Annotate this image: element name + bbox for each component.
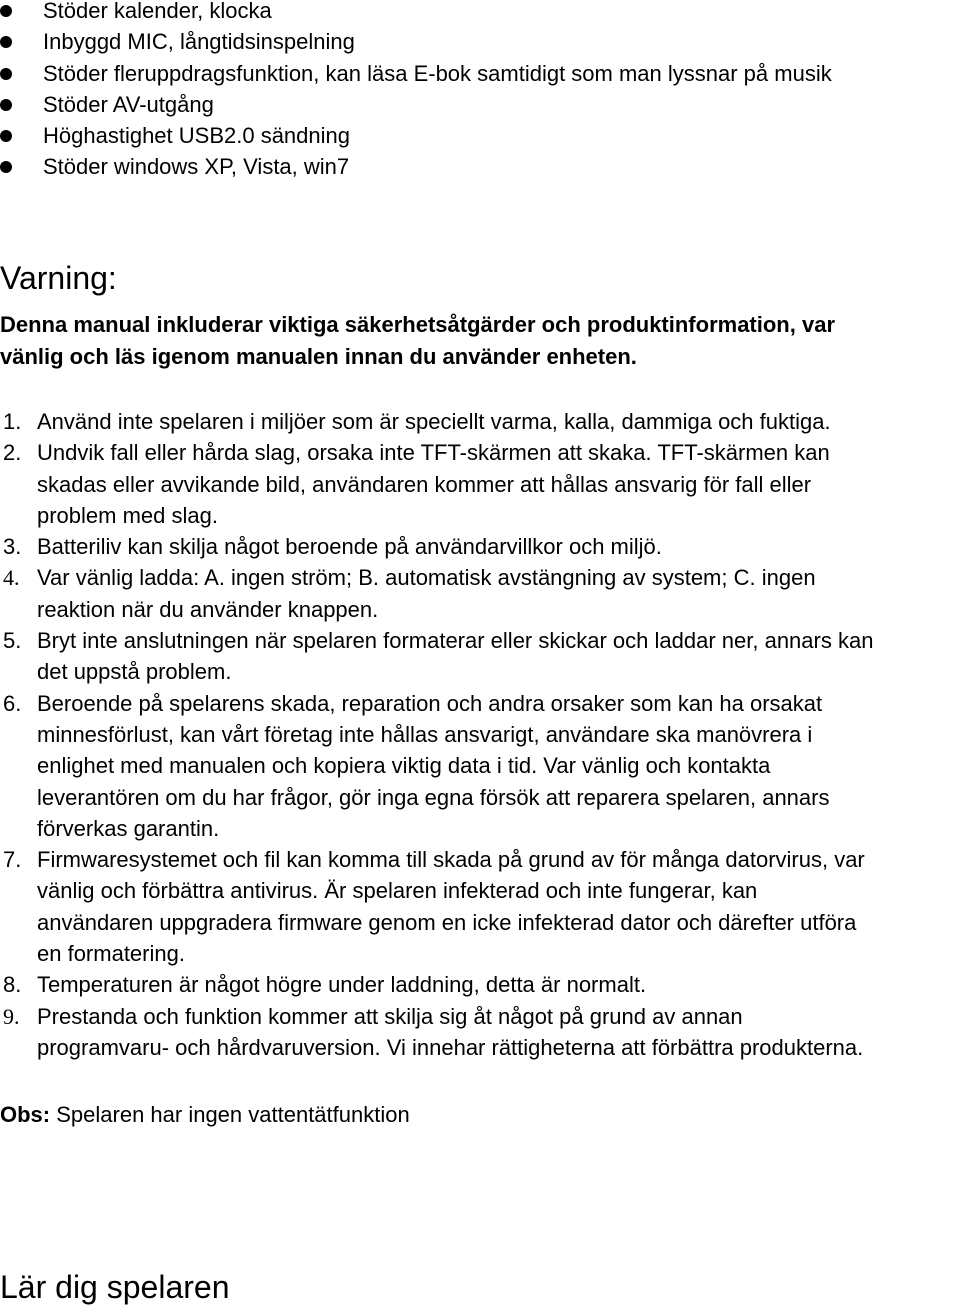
warning-line: enlighet med manualen och kopiera viktig data i tid. Var vänlig och kontakta <box>37 753 771 779</box>
warning-line: användaren uppgradera firmware genom en icke infekterad dator och därefter utföra <box>37 909 857 935</box>
feature-text: Stöder fleruppdragsfunktion, kan läsa E-bok samtidigt som man lyssnar på musik <box>43 60 832 86</box>
feature-item <box>0 31 960 62</box>
feature-item <box>0 0 960 31</box>
feature-list <box>0 0 960 188</box>
bullet-icon <box>0 68 12 80</box>
warning-line: minnesförlust, kan vårt företag inte hållas ansvarigt, användare ska manövrera i <box>37 721 813 747</box>
bullet-icon <box>0 99 12 111</box>
warning-line: problem med slag. <box>37 502 218 528</box>
warning-line: leverantören om du har frågor, gör inga egna försök att reparera spelaren, annars <box>37 784 830 810</box>
intro-line: vänlig och läs igenom manualen innan du använder enheten. <box>0 343 637 369</box>
warning-list <box>0 406 960 1063</box>
warning-line: vänlig och förbättra antivirus. Är spelaren infekterad och inte fungerar, kan <box>37 878 758 904</box>
warning-item <box>0 1001 960 1064</box>
warning-item <box>0 844 960 969</box>
note <box>0 1099 410 1130</box>
section-heading: Lär dig spelaren <box>0 1269 230 1305</box>
warning-line: reaktion när du använder knappen. <box>37 596 379 622</box>
warning-line: Bryt inte anslutningen när spelaren formaterar eller skickar och laddar ner, annars kan <box>37 628 874 654</box>
item-number: 4. <box>3 565 20 591</box>
warning-item <box>0 406 960 437</box>
item-number: 1. <box>3 409 22 434</box>
warning-intro <box>0 309 960 372</box>
warning-item <box>0 969 960 1000</box>
feature-item <box>0 60 960 94</box>
warning-line: en formatering. <box>37 941 185 967</box>
warning-line: Beroende på spelarens skada, reparation och andra orsaker som kan ha orsakat <box>37 690 823 716</box>
warning-line: Prestanda och funktion kommer att skilja sig åt något på grund av annan <box>37 1003 743 1029</box>
item-number: 6. <box>3 690 22 716</box>
item-number: 8. <box>3 972 22 998</box>
item-number: 5. <box>3 628 22 654</box>
item-number: 2. <box>3 440 22 466</box>
warning-line: programvaru- och hårdvaruversion. Vi innehar rättigheterna att förbättra produkterna. <box>37 1034 864 1060</box>
warning-item <box>0 562 960 625</box>
bullet-icon <box>0 130 12 142</box>
note-label: Obs: <box>0 1102 51 1127</box>
warning-item <box>0 688 960 844</box>
feature-text: Stöder windows XP, Vista, win7 <box>43 154 350 180</box>
warning-heading: Varning: <box>0 260 117 296</box>
feature-item <box>0 156 960 187</box>
warning-line: Batteriliv kan skilja något beroende på användarvillkor och miljö. <box>37 534 662 560</box>
warning-item <box>0 437 960 531</box>
warning-item <box>0 531 960 562</box>
warning-line: Firmwaresystemet och fil kan komma till skada på grund av för många datorvirus, var <box>37 847 865 873</box>
bullet-icon <box>0 161 12 173</box>
feature-text: Höghastighet USB2.0 sändning <box>43 123 350 149</box>
warning-line: Var vänlig ladda: A. ingen ström; B. automatisk avstängning av system; C. ingen <box>37 565 816 591</box>
feature-item <box>0 91 960 125</box>
feature-item <box>0 125 960 156</box>
feature-text: Inbyggd MIC, långtidsinspelning <box>43 29 355 55</box>
warning-line: det uppstå problem. <box>37 659 232 685</box>
warning-item <box>0 625 960 688</box>
bullet-icon <box>0 36 12 48</box>
warning-line: Temperaturen är något högre under laddning, detta är normalt. <box>37 972 647 998</box>
warning-line: Undvik fall eller hårda slag, orsaka inte TFT-skärmen att skaka. TFT-skärmen kan <box>37 440 830 466</box>
item-number: 3. <box>3 534 22 560</box>
warning-line: förverkas garantin. <box>37 815 220 841</box>
warning-line: Använd inte spelaren i miljöer som är speciellt varma, kalla, dammiga och fuktiga. <box>37 409 831 434</box>
bullet-icon <box>0 5 12 17</box>
note-text: Spelaren har ingen vattentätfunktion <box>50 1102 410 1127</box>
feature-text: Stöder AV-utgång <box>43 91 214 117</box>
warning-line: skadas eller avvikande bild, användaren kommer att hållas ansvarig för fall eller <box>37 471 812 497</box>
intro-line: Denna manual inkluderar viktiga säkerhetsåtgärder och produktinformation, var <box>0 312 836 337</box>
item-number: 7. <box>3 847 22 873</box>
item-number: 9. <box>3 1003 20 1029</box>
feature-text: Stöder kalender, klocka <box>43 0 272 23</box>
